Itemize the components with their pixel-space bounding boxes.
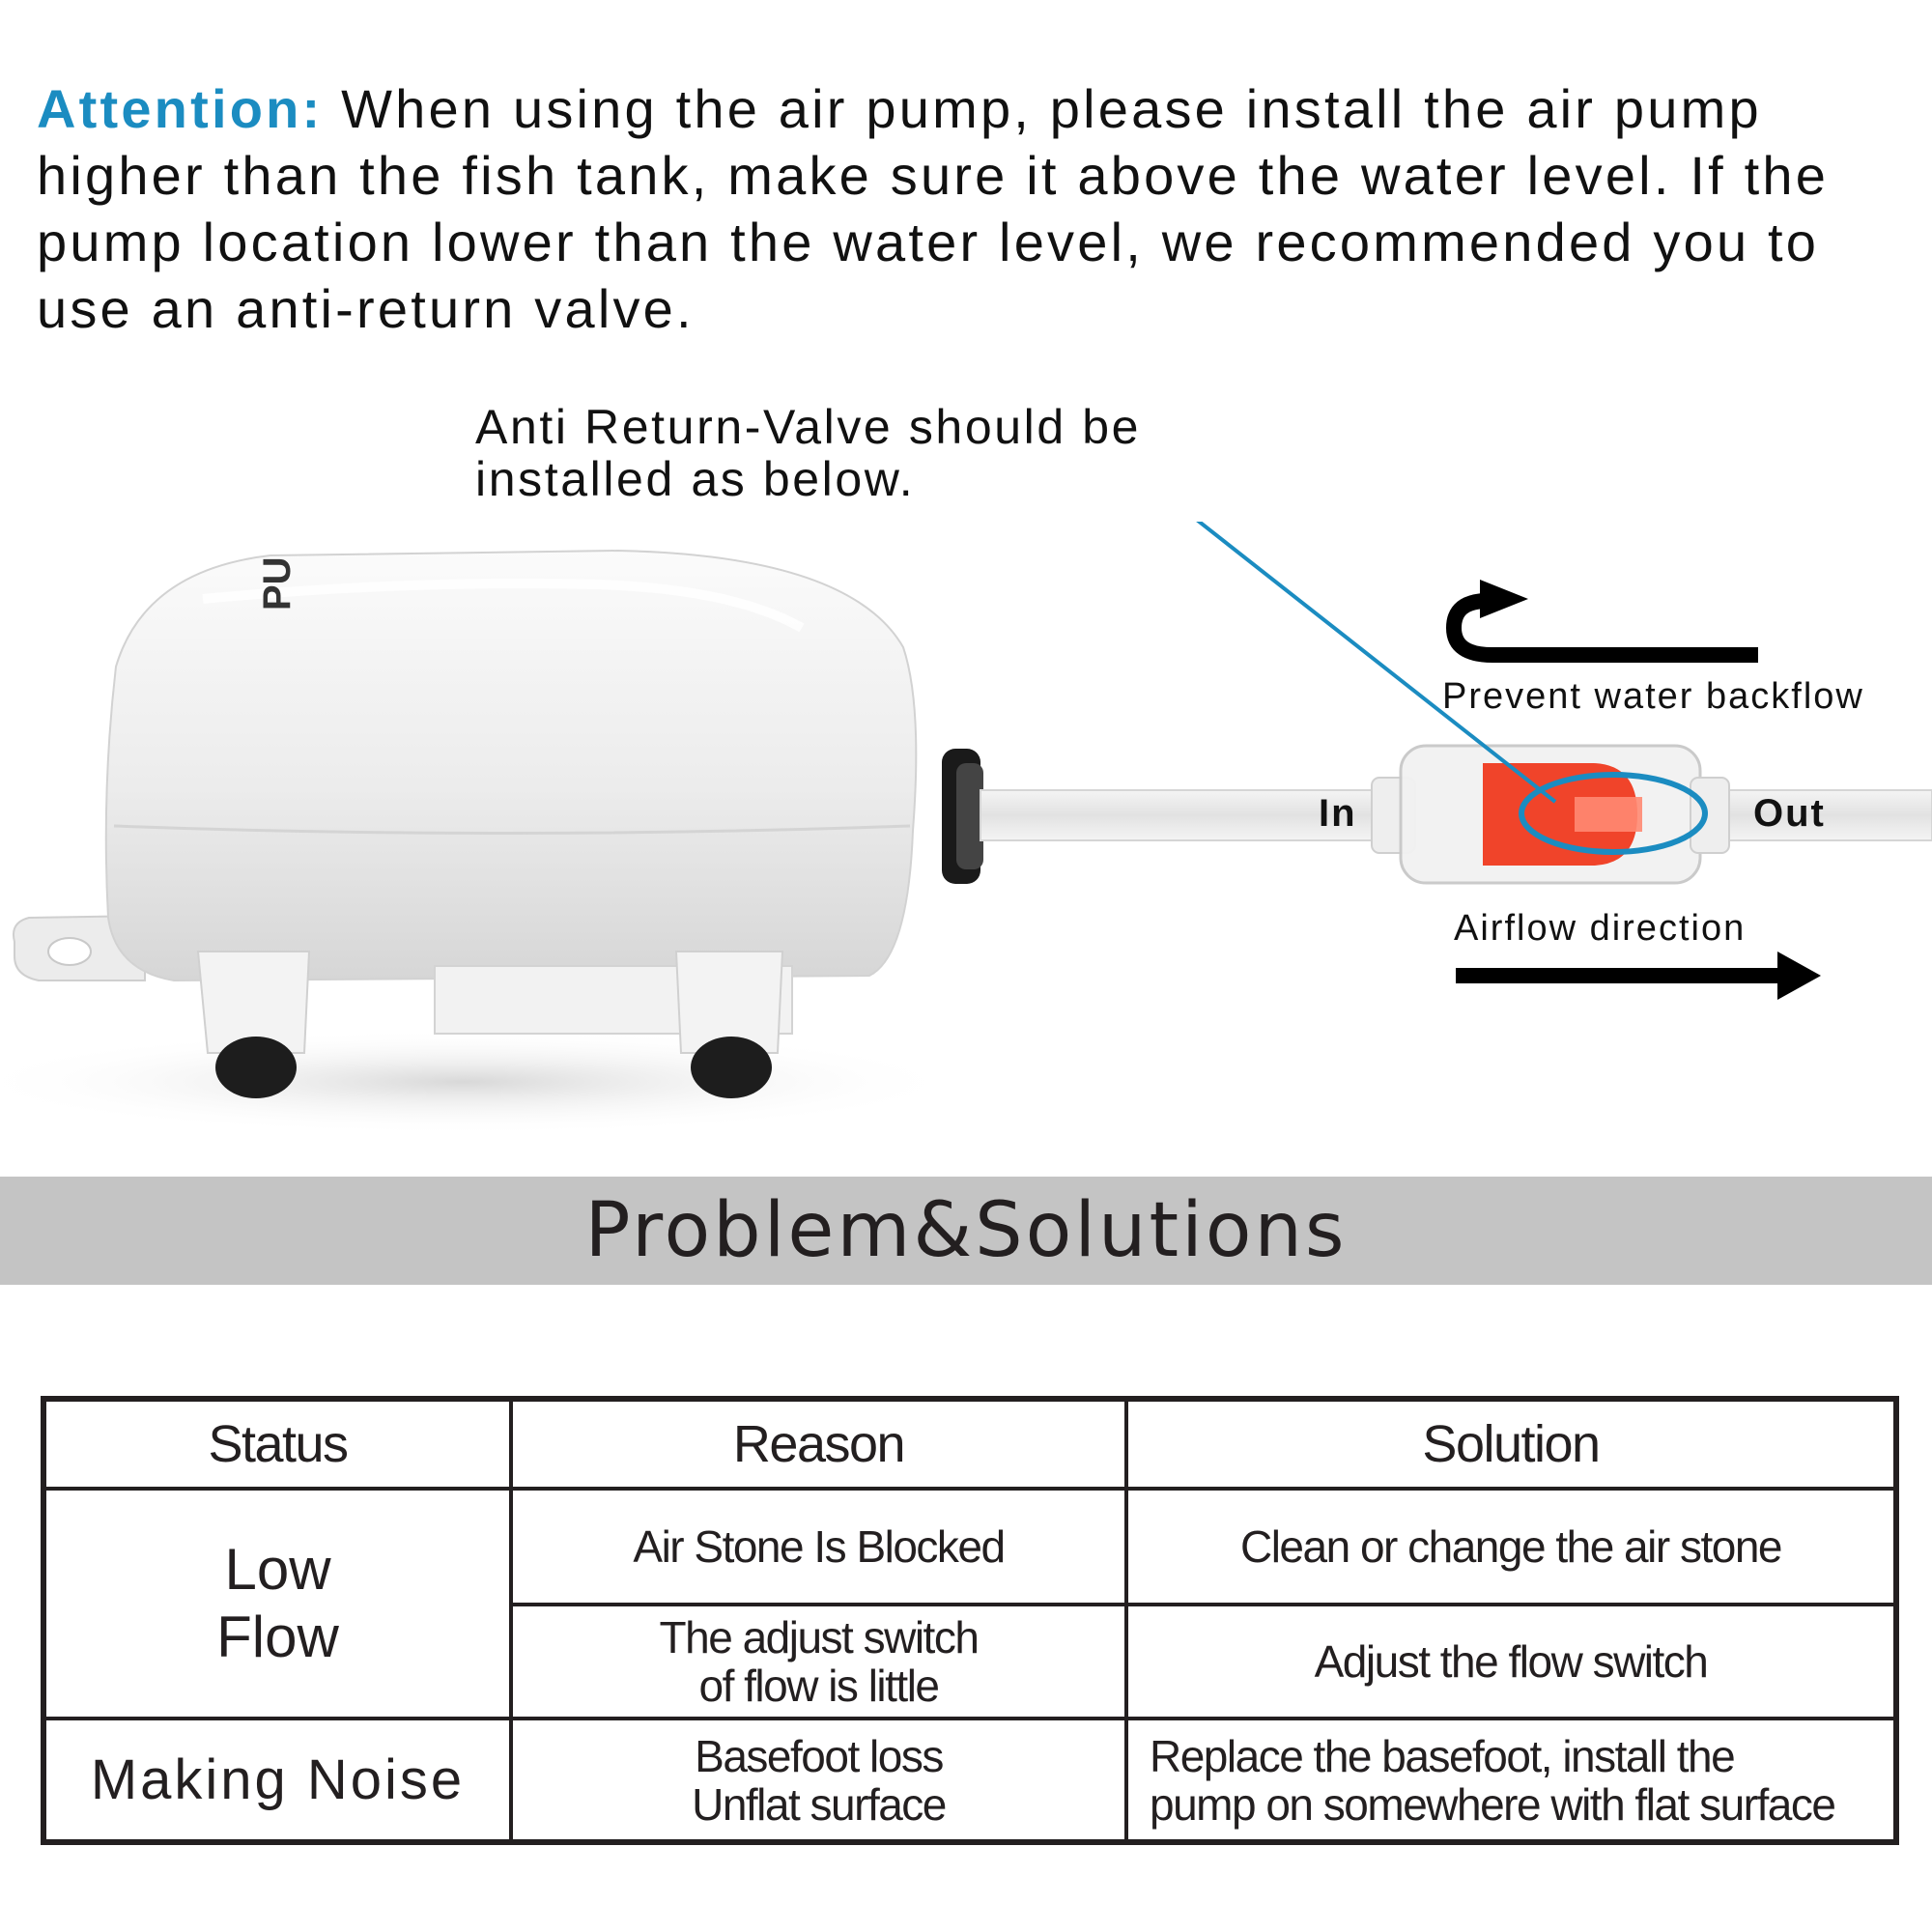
out-label: Out <box>1753 792 1826 835</box>
attention-lead: Attention: <box>37 78 324 139</box>
reason-line-1: The adjust switch <box>659 1612 979 1662</box>
airflow-direction-label: Airflow direction <box>1454 908 1747 949</box>
status-low-flow-line-2: Flow <box>216 1605 339 1669</box>
callout-line-1: Anti Return-Valve should be <box>475 400 1142 454</box>
callout-line-2: installed as below. <box>475 452 916 506</box>
pump-valve-illustration <box>0 522 1932 1140</box>
pump-body <box>106 551 917 980</box>
reason-line-1: Basefoot loss <box>695 1730 943 1781</box>
reason-line-2: of flow is little <box>698 1661 939 1711</box>
status-low-flow-line-1: Low <box>224 1537 331 1602</box>
section-title: Problem&Solutions <box>584 1187 1348 1274</box>
valve-callout <box>475 401 1141 505</box>
attention-paragraph <box>37 75 1911 342</box>
reason-cell <box>511 1719 1126 1842</box>
header-reason: Reason <box>511 1399 1126 1489</box>
pump-foot-right <box>691 1037 772 1098</box>
solution-line-1: Replace the basefoot, install the <box>1150 1730 1735 1781</box>
valve-core-slot <box>1575 797 1642 832</box>
reason-cell <box>511 1605 1126 1719</box>
airflow-arrow-head <box>1777 952 1821 1000</box>
problem-solutions-table-wrap <box>41 1396 1893 1845</box>
solution-line-2: pump on somewhere with flat surface <box>1150 1778 1835 1830</box>
section-banner <box>0 1177 1932 1285</box>
pump-shadow <box>0 1029 966 1135</box>
reason-cell: Air Stone Is Blocked <box>511 1489 1126 1605</box>
pump-logo: PU <box>256 556 298 611</box>
backflow-arrow-head <box>1480 580 1528 618</box>
pump-outlet-ring <box>956 763 983 869</box>
header-solution: Solution <box>1126 1399 1896 1489</box>
solution-cell: Adjust the flow switch <box>1126 1605 1896 1719</box>
in-label: In <box>1319 792 1357 835</box>
header-status: Status <box>43 1399 511 1489</box>
solution-cell <box>1126 1719 1896 1842</box>
prevent-backflow-label: Prevent water backflow <box>1442 676 1864 717</box>
valve-right-barb <box>1690 778 1729 853</box>
problem-solutions-table <box>41 1396 1899 1845</box>
table-row <box>43 1719 1896 1842</box>
status-low-flow <box>43 1489 511 1719</box>
table-header-row <box>43 1399 1896 1489</box>
mount-hole <box>48 938 91 965</box>
status-making-noise: Making Noise <box>43 1719 511 1842</box>
attention-text: When using the air pump, please install the air pump higher than the fish tank, make sure it above the water level. If the pump location lower than the water level, we recommended you to use an anti-return valve. <box>37 78 1830 339</box>
reason-line-2: Unflat surface <box>692 1778 946 1830</box>
pump-foot-left <box>215 1037 297 1098</box>
solution-cell: Clean or change the air stone <box>1126 1489 1896 1605</box>
table-row <box>43 1489 1896 1605</box>
